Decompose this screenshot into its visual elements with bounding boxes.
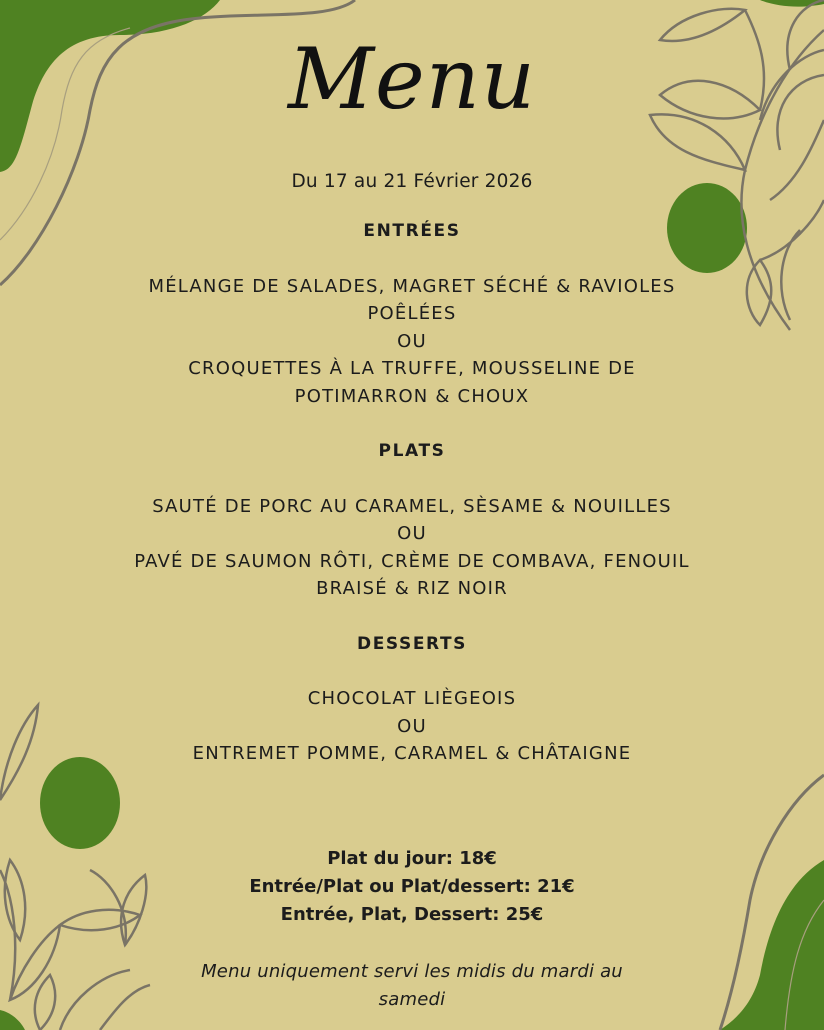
service-note-line-1: Menu uniquement servi les midis du mardi au	[201, 961, 623, 982]
entree-item-1-line-2: POÊLÉES	[367, 303, 457, 324]
price-formule-deux-plats: Entrée/Plat ou Plat/dessert: 21€	[249, 876, 575, 897]
entree-item-2-line-2: POTIMARRON & CHOUX	[294, 386, 530, 407]
green-blob-bottom-left-edge	[0, 1010, 25, 1030]
plat-item-2-line-2: BRAISÉ & RIZ NOIR	[316, 578, 508, 599]
dessert-or: OU	[397, 716, 427, 737]
entree-or: OU	[397, 331, 427, 352]
swoosh-line-bottom-right-thin	[785, 900, 824, 1030]
menu-dates: Du 17 au 21 Février 2026	[291, 171, 533, 192]
price-formule-complete: Entrée, Plat, Dessert: 25€	[280, 904, 544, 925]
section-heading-desserts: DESSERTS	[356, 634, 468, 654]
section-heading-plats: PLATS	[378, 441, 446, 461]
entree-item-2-line-1: CROQUETTES À LA TRUFFE, MOUSSELINE DE	[188, 358, 636, 379]
entree-item-1-line-1: MÉLANGE DE SALADES, MAGRET SÉCHÉ & RAVIOLES	[148, 276, 676, 297]
price-plat-du-jour: Plat du jour: 18€	[327, 848, 497, 869]
menu-title: Menu	[288, 30, 536, 128]
green-circle-bottom-left	[40, 757, 120, 849]
service-note-line-2: samedi	[378, 989, 446, 1010]
plat-or: OU	[397, 523, 427, 544]
section-heading-entrees: ENTRÉES	[363, 221, 461, 241]
dessert-item-2-line-1: ENTREMET POMME, CARAMEL & CHÂTAIGNE	[192, 743, 632, 764]
dessert-item-1-line-1: CHOCOLAT LIÈGEOIS	[307, 688, 517, 709]
plat-item-1-line-1: SAUTÉ DE PORC AU CARAMEL, SÈSAME & NOUILLES	[152, 496, 672, 517]
plat-item-2-line-1: PAVÉ DE SAUMON RÔTI, CRÈME DE COMBAVA, FENOUIL	[134, 551, 690, 572]
green-blob-top-right-edge	[760, 0, 824, 7]
